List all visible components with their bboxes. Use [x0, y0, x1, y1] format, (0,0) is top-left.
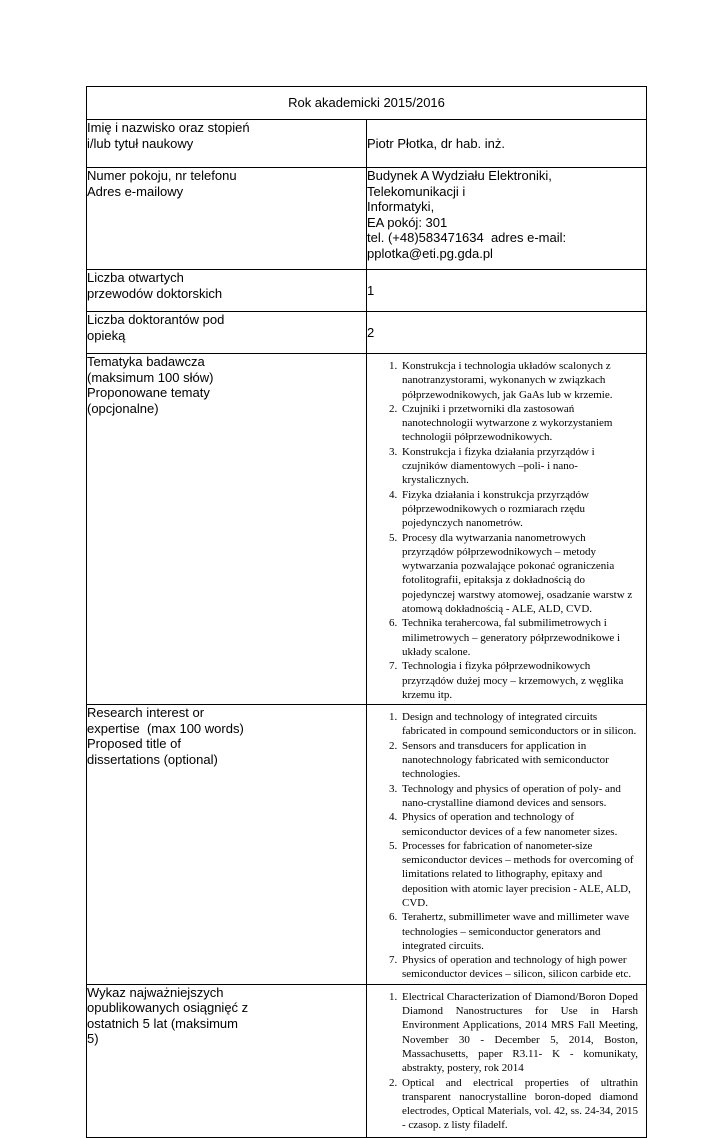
open-doctorates-value: 1 [367, 270, 647, 312]
publications-list-cell [367, 984, 647, 1137]
publications-label-line: 5) [87, 1031, 99, 1047]
open-doctorates-label-line: przewodów doktorskich [87, 285, 223, 301]
publications-row [87, 984, 647, 1137]
publications-label-line: opublikowanych osiągnięć z [87, 1000, 249, 1016]
students-row [87, 312, 647, 354]
list-item: 5. Processes for fabrication of nanometer-size semiconductor devices – methods for overcoming of limitations related to lithography, epitaxy and deposition with atomic layer precision - ALE, ALD, CVD. [400, 839, 638, 910]
contact-line: EA pokój: 301 [367, 214, 448, 230]
students-label [87, 312, 367, 354]
list-item: 3. Technology and physics of operation of poly- and nano-crystalline diamond devices and sensors. [400, 782, 638, 811]
research-pl-label-line: (opcjonalne) [87, 400, 159, 416]
research-en-label-line: Research interest or [87, 705, 205, 721]
research-pl-label-line: (maksimum 100 słów) [87, 369, 214, 385]
list-item: 2. Optical and electrical properties of ultrathin transparent nanocrystalline boron-doped diamond electrodes, Optical Materials, vol. 42, ss. 24-34, 2015 - czasop. z listy filadelf. [400, 1076, 638, 1133]
name-label-line: Imię i nazwisko oraz stopień [87, 120, 250, 135]
contact-row [87, 168, 647, 270]
contact-line: Informatyki, [367, 199, 435, 214]
list-item: 6. Technika terahercowa, fal submilimetrowych i milimetrowych – generatory półprzewodnikowe i układy scalone. [400, 616, 638, 659]
name-label [87, 120, 367, 168]
contact-label-line: Adres e-mailowy [87, 183, 184, 199]
list-item: 2. Czujniki i przetworniki dla zastosowań nanotechnologii wytwarzone z wykorzystaniem technologii półprzewodnikowych. [400, 402, 638, 445]
research-pl-row [87, 354, 647, 705]
list-item: 1. Design and technology of integrated circuits fabricated in compound semiconductors or in silicon. [400, 710, 638, 739]
academic-year-title: Rok akademicki 2015/2016 [87, 87, 647, 120]
research-en-list [367, 705, 646, 984]
open-doctorates-row [87, 270, 647, 312]
research-pl-topics [367, 354, 647, 705]
name-value: Piotr Płotka, dr hab. inż. [367, 120, 647, 168]
contact-label-line: Numer pokoju, nr telefonu [87, 168, 237, 183]
contact-line: tel. (+48)583471634 adres e-mail: pplotka@eti.pg.gda.pl [367, 230, 570, 261]
students-label-line: opieką [87, 327, 126, 343]
name-label-line: i/lub tytuł naukowy [87, 135, 194, 151]
students-value: 2 [367, 312, 647, 354]
open-doctorates-label [87, 270, 367, 312]
research-en-row [87, 705, 647, 985]
open-doctorates-label-line: Liczba otwartych [87, 270, 184, 285]
list-item: 6. Terahertz, submillimeter wave and millimeter wave technologies – semiconductor generators and integrated circuits. [400, 910, 638, 953]
info-table [86, 86, 647, 1138]
publications-list [367, 985, 646, 1137]
research-pl-label-line: Proponowane tematy [87, 385, 210, 400]
publications-label [87, 984, 367, 1137]
contact-value [367, 168, 647, 270]
list-item: 1. Konstrukcja i technologia układów scalonych z nanotranzystorami, wykonanych w związkach półprzewodnikowych, jak GaAs lub w krzemie. [400, 359, 638, 402]
research-en-label-line: Proposed title of [87, 736, 181, 752]
contact-line: Budynek A Wydziału Elektroniki, Telekomunikacji i [367, 168, 556, 199]
research-pl-label-line: Tematyka badawcza [87, 354, 205, 369]
research-en-label [87, 705, 367, 985]
list-item: 4. Fizyka działania i konstrukcja przyrządów półprzewodnikowych o rozmiarach rzędu pojedynczych nanometrów. [400, 488, 638, 531]
list-item: 2. Sensors and transducers for application in nanotechnology fabricated with semiconductor technologies. [400, 739, 638, 782]
contact-label [87, 168, 367, 270]
list-item: 7. Physics of operation and technology of high power semiconductor devices – silicon, silicon carbide etc. [400, 953, 638, 982]
list-item: 7. Technologia i fizyka półprzewodnikowych przyrządów dużej mocy – krzemowych, z węglika krzemu itp. [400, 659, 638, 702]
publications-label-line: ostatnich 5 lat (maksimum [87, 1015, 238, 1031]
research-en-topics [367, 705, 647, 985]
list-item: 1. Electrical Characterization of Diamond/Boron Doped Diamond Nanostructures for Use in Harsh Environment Applications, 2014 MRS Fall Meeting, November 30 - December 5, 2014, Boston, Massachusetts, paper R3.11- K - komunikaty, abstrakty, postery, rok 2014 [400, 990, 638, 1076]
list-item: 4. Physics of operation and technology of semiconductor devices of a few nanometer sizes. [400, 810, 638, 839]
list-item: 5. Procesy dla wytwarzania nanometrowych przyrządów półprzewodnikowych – metody wytwarzania pozwalające pokonać ograniczenia fotolitografii, epitaksja z dokładnością do pojedynczej warstwy atomowej, osadzanie warstw z atomową dokładnością - ALE, ALD, CVD. [400, 531, 638, 617]
publications-label-line: Wykaz najważniejszych [87, 984, 224, 1000]
name-row [87, 120, 647, 168]
research-pl-label [87, 354, 367, 705]
research-en-label-line: expertise (max 100 words) [87, 720, 244, 736]
list-item: 3. Konstrukcja i fizyka działania przyrządów i czujników diamentowych –poli- i nano-krystalicznych. [400, 445, 638, 488]
students-label-line: Liczba doktorantów pod [87, 312, 225, 327]
title-row [87, 87, 647, 120]
research-en-label-line: dissertations (optional) [87, 751, 218, 767]
research-pl-list [367, 354, 646, 704]
